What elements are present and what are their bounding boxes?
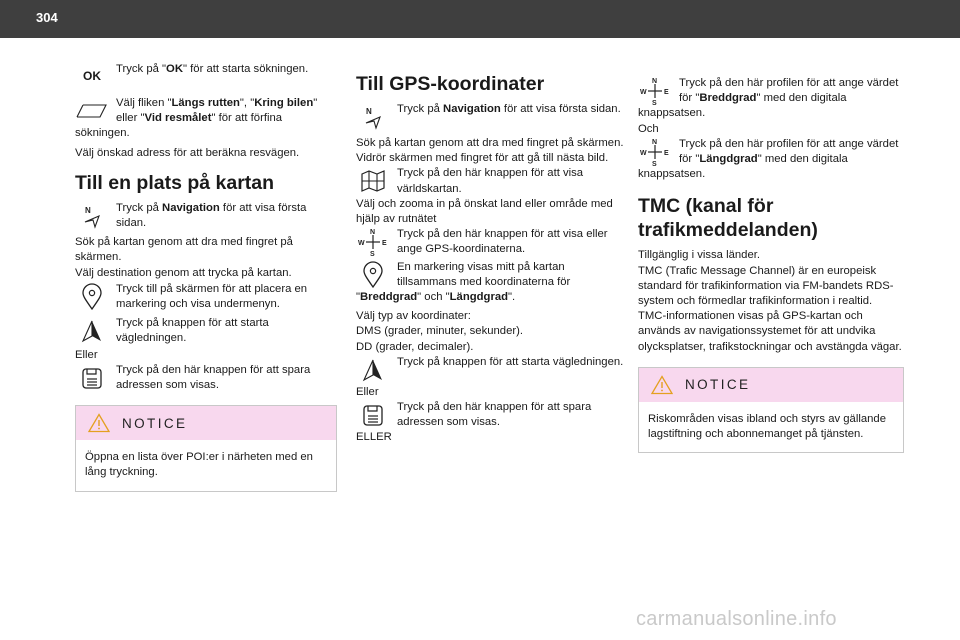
step-navigation: N Tryck på Navigation för att visa första sidan. <box>75 201 337 231</box>
heading-gps-coordinates: Till GPS-koordinater <box>356 73 545 95</box>
svg-text:W: W <box>640 149 647 157</box>
start-guidance-icon <box>75 316 109 346</box>
page-number: 304 <box>36 10 58 25</box>
text-and: Och <box>638 122 659 135</box>
svg-text:N: N <box>370 229 376 237</box>
notice-box-poi <box>75 405 337 491</box>
para-coordinate-type: Välj typ av koordinater: <box>356 310 471 323</box>
para-tmc-standard: TMC (Trafic Message Channel) är en europeisk standard för trafikinformation via FM-bandets RDS-system och förmedlar trafikinformation i realtid. <box>638 264 894 308</box>
step-save-2: Tryck på den här knappen för att spara adressen som visas. <box>356 400 626 430</box>
para-dd: DD (grader, decimaler). <box>356 340 474 353</box>
warning-icon <box>88 413 110 433</box>
heading-tmc: TMC (kanal för trafikmeddelanden) <box>638 195 818 242</box>
column-2 <box>356 72 626 446</box>
svg-text:W: W <box>358 240 365 248</box>
step-longitude: N S W E Tryck på den här profilen för att ange värdet för "Längdgrad" med den digitala knappsatsen. <box>638 137 899 181</box>
step-marker: Tryck till på skärmen för att placera en markering och visa undermenyn. <box>75 282 337 312</box>
step-save: Tryck på den här knappen för att spara adressen som visas. <box>75 363 337 393</box>
watermark: carmanualsonline.info <box>636 608 837 630</box>
text-or-2: Eller <box>356 385 379 398</box>
page-header-bar <box>0 0 960 38</box>
map-pin-icon <box>356 260 390 290</box>
step-coordinates-marker: En markering visas mitt på kartan tillsammans med koordinaterna för "Breddgrad" och "Längdgrad". <box>356 260 571 304</box>
navigation-icon <box>356 102 390 132</box>
svg-text:N: N <box>652 138 658 146</box>
step-navigation-2: N Tryck på Navigation för att visa första sidan. <box>356 102 626 132</box>
step-latitude: N S W E Tryck på den här profilen för att ange värdet för "Breddgrad" med den digitala knappsatsen. <box>638 77 899 120</box>
notice-text: Riskområden visas ibland och styrs av gällande lagstiftning och abonnemanget på tjänsten. <box>648 412 886 441</box>
para-next-image: Vidrör skärmen med fingret för att gå till nästa bild. <box>356 152 609 165</box>
notice-title: NOTICE <box>685 377 751 393</box>
svg-text:E: E <box>664 89 669 96</box>
text-or-caps: ELLER <box>356 431 392 444</box>
para-search-map-2: Sök på kartan genom att dra med fingret på skärmen. <box>356 137 624 149</box>
para-choose-destination: Välj destination genom att trycka på kartan. <box>75 266 292 279</box>
svg-text:E: E <box>382 240 387 248</box>
map-pin-icon <box>75 282 109 312</box>
para-zoom-grid: Välj och zooma in på önskat land eller område med hjälp av rutnätet <box>356 197 613 226</box>
svg-text:S: S <box>370 251 375 258</box>
world-map-icon <box>356 166 390 196</box>
notice-title: NOTICE <box>122 415 188 431</box>
svg-text:N: N <box>85 205 91 215</box>
start-guidance-icon <box>356 355 390 385</box>
svg-text:N: N <box>652 78 658 85</box>
svg-text:W: W <box>640 89 647 96</box>
text-or: Eller <box>75 348 98 361</box>
ok-icon: OK <box>83 69 101 84</box>
save-icon <box>75 363 109 393</box>
save-icon <box>356 400 390 430</box>
heading-map-location: Till en plats på kartan <box>75 171 275 194</box>
para-search-map: Sök på kartan genom att dra med fingret på skärmen. <box>75 236 293 264</box>
notice-header <box>639 368 903 402</box>
svg-text:E: E <box>664 149 669 157</box>
step-world-map: Tryck på den här knappen för att visa världskartan. <box>356 166 626 196</box>
para-dms: DMS (grader, minuter, sekunder). <box>356 325 524 338</box>
navigation-icon <box>75 201 109 231</box>
compass-icon <box>638 76 672 106</box>
notice-box-risk <box>638 367 904 453</box>
para-tmc-display: TMC-informationen visas på GPS-kartan och används av navigationssystemet för att undvika olycksplatser, trafikstockningar och avstängda vägar. <box>638 310 902 353</box>
para-availability: Tillgänglig i vissa länder. <box>638 249 761 262</box>
column-3 <box>638 76 904 453</box>
compass-icon <box>638 137 672 167</box>
svg-text:N: N <box>366 107 372 116</box>
step-gps-coordinates: N S W E Tryck på den här knappen för att visa eller ange GPS-koordinaterna. <box>358 228 608 258</box>
warning-icon <box>651 375 673 395</box>
step-start-guidance: Tryck på knappen för att starta vägledningen. <box>75 316 337 346</box>
notice-text: Öppna en lista över POI:er i närheten med en lång tryckning. <box>85 451 313 479</box>
step-tabs: Välj fliken "Längs rutten", "Kring bilen" eller "Vid resmålet" för att förfina sökningen. <box>75 97 318 140</box>
compass-icon <box>356 227 390 257</box>
svg-text:S: S <box>652 100 657 106</box>
para-choose-address: Välj önskad adress för att beräkna resvägen. <box>75 146 300 159</box>
tab-icon <box>75 96 109 126</box>
notice-header <box>76 406 336 440</box>
step-ok: OK Tryck på "OK" för att starta sökningen. <box>75 62 337 92</box>
step-start-guidance-2: Tryck på knappen för att starta vägledningen. <box>356 355 626 385</box>
svg-text:S: S <box>652 160 657 167</box>
column-1 <box>75 62 337 492</box>
